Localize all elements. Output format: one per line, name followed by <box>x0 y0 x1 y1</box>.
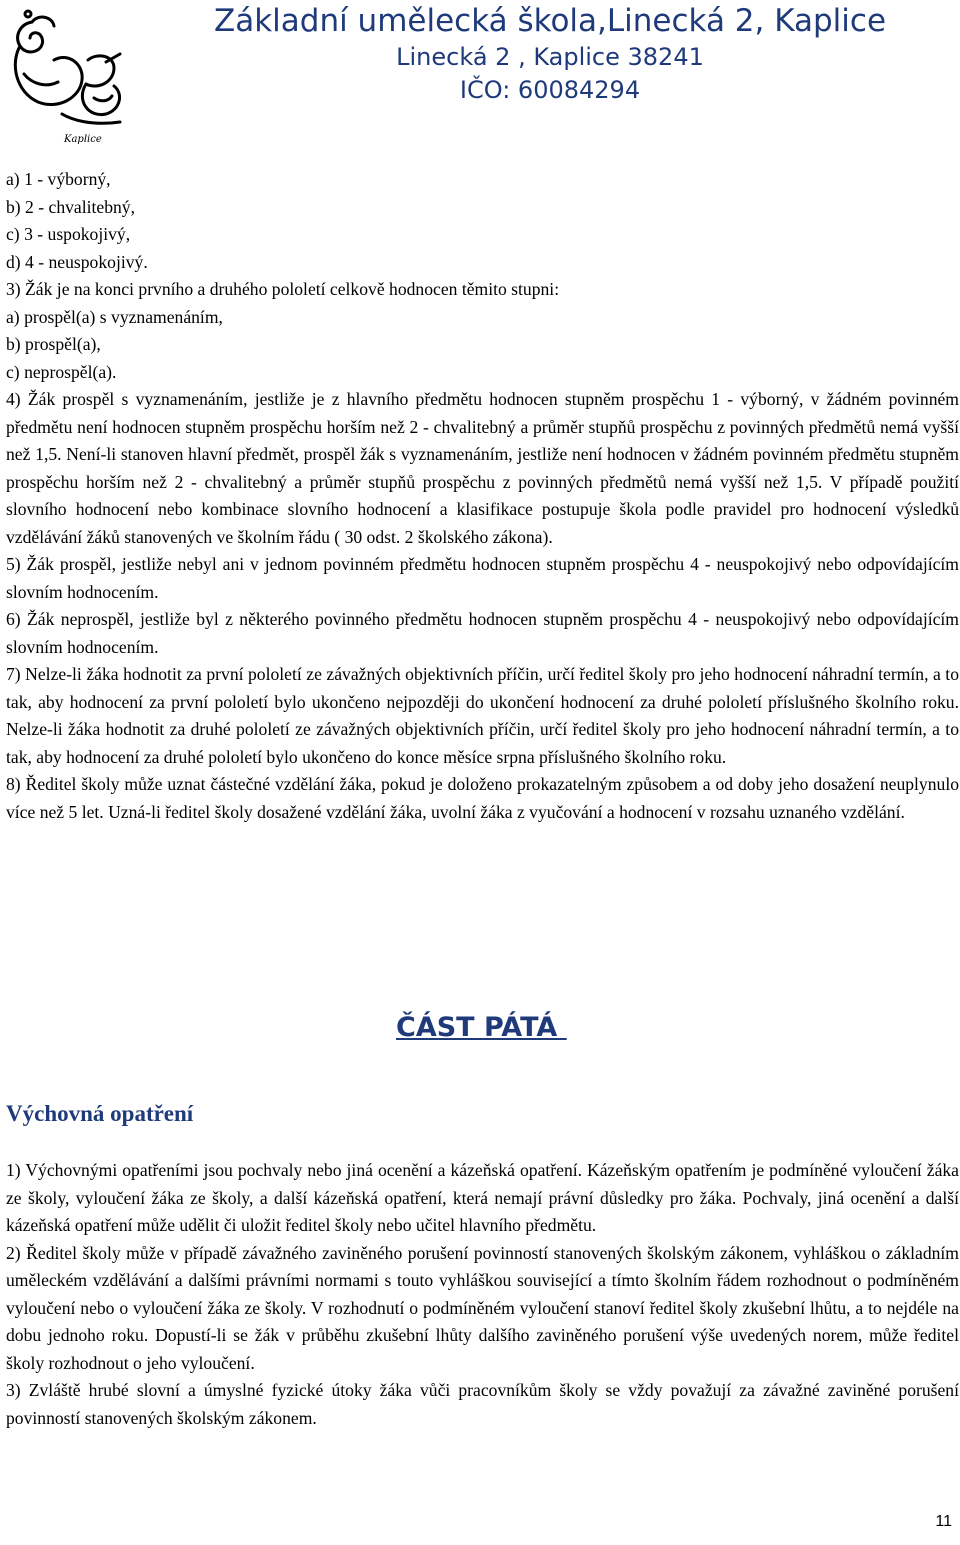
bird-logo-icon <box>2 2 152 152</box>
section-body <box>6 1157 959 1432</box>
logo-text: Kaplice <box>64 134 102 145</box>
paragraph-6: 6) Žák neprospěl, jestliže byl z některého povinného předmětu hodnocen stupněm prospěchu 4 - neuspokojivý nebo odpovídajícím slovním hodnocením. <box>6 609 959 657</box>
list-item: b) prospěl(a), <box>6 334 101 354</box>
section-paragraph: 3) Zvláště hrubé slovní a úmyslné fyzické útoky žáka vůči pracovníkům školy se vždy považují za závažné zaviněné porušení povinností stanovených školským zákonem. <box>6 1380 959 1428</box>
section-title: Výchovná opatření <box>6 1101 194 1126</box>
list-item: a) prospěl(a) s vyznamenáním, <box>6 306 223 327</box>
school-header <box>160 0 940 107</box>
paragraph-7: 7) Nelze-li žáka hodnotit za první pololetí ze závažných objektivních příčin, určí ředitel školy pro jeho hodnocení náhradní termín, a to tak, aby hodnocení za první pololetí bylo ukončeno nejpozději do ukončení hodnocení za druhé pololetí příslušného školního roku. Nelze-li žáka hodnotit za druhé pololetí ze závažných objektivních příčin, určí ředitel školy pro jeho hodnocení náhradní termín, a to tak, aby hodnocení za druhé pololetí bylo ukončeno do konce měsíce srpna příslušného školního roku. <box>6 664 959 767</box>
paragraph-8: 8) Ředitel školy může uznat částečné vzdělání žáka, pokud je doloženo prokazatelným způsobem a od doby jeho dosažení neuplynulo více než 5 let. Uzná-li ředitel školy dosažené vzdělání žáka, uvolní žáka z vyučování a hodnocení v rozsahu uznaného vzdělání. <box>6 774 959 822</box>
page-number: 11 <box>935 1513 952 1530</box>
document-body <box>6 166 959 826</box>
list-item: c) 3 - uspokojivý, <box>6 224 131 244</box>
school-name: Základní umělecká škola,Linecká 2, Kaplice <box>213 3 887 39</box>
list-item: a) 1 - výborný, <box>6 169 111 189</box>
part-title: ČÁST PÁTÁ <box>396 1012 567 1043</box>
section-paragraph: 2) Ředitel školy může v případě závažného zaviněného porušení povinností stanovených školským zákonem, vyhláškou o základním uměleckém vzdělávání a dalšími právními normami s touto vyhláškou související a tímto školním řádem rozhodnout o podmíněném vyloučení nebo o vyloučení žáka ze školy. V rozhodnutí o podmíněném vyloučení stanoví ředitel školy zkušební lhůtu, a to nejdéle na dobu jednoho roku. Dopustí-li se žák v průběhu zkušební lhůty dalšího zaviněného porušení výše uvedených norem, může ředitel školy rozhodnout o jeho vyloučení. <box>6 1242 959 1373</box>
school-ico: IČO: 60084294 <box>459 76 641 104</box>
list-item: c) neprospěl(a). <box>6 361 117 382</box>
paragraph-4: 4) Žák prospěl s vyznamenáním, jestliže je z hlavního předmětu hodnocen stupněm prospěchu 1 - výborný, v žádném povinném předmětu není hodnocen stupněm prospěchu horším než 2 - chvalitebný a průměr stupňů prospěchu z povinných předmětů nemá vyšší než 1,5. Není-li stanoven hlavní předmět, prospěl žák s vyznamenáním, jestliže není hodnocen v žádném povinném předmětu stupněm prospěchu horším než 2 - chvalitebný a průměr stupňů prospěchu z povinných předmětů nemá vyšší než 1,5. V případě použití slovního hodnocení nebo kombinace slovního hodnocení a klasifikace postupuje škola podle pravidel pro hodnocení výsledků vzdělávání žáků stanovených ve školním řádu ( 30 odst. 2 školského zákona). <box>6 389 959 547</box>
school-address: Linecká 2 , Kaplice 38241 <box>396 43 704 71</box>
paragraph-5: 5) Žák prospěl, jestliže nebyl ani v jednom povinném předmětu hodnocen stupněm prospěchu 4 - neuspokojivý nebo odpovídajícím slovním hodnocením. <box>6 554 959 602</box>
section-paragraph: 1) Výchovnými opatřeními jsou pochvaly nebo jiná ocenění a kázeňská opatření. Kázeňským opatřením je podmíněné vyloučení žáka ze školy, vyloučení žáka ze školy, a další kázeňská opatření, která nemají právní důsledky pro žáka. Pochvaly, jiná ocenění a další kázeňská opatření může udělit či uložit ředitel školy nebo učitel hlavního předmětu. <box>6 1160 959 1235</box>
list-item: b) 2 - chvalitebný, <box>6 196 135 217</box>
paragraph-3: 3) Žák je na konci prvního a druhého pololetí celkově hodnocen těmito stupni: <box>6 279 560 299</box>
list-item: d) 4 - neuspokojivý. <box>6 251 148 272</box>
